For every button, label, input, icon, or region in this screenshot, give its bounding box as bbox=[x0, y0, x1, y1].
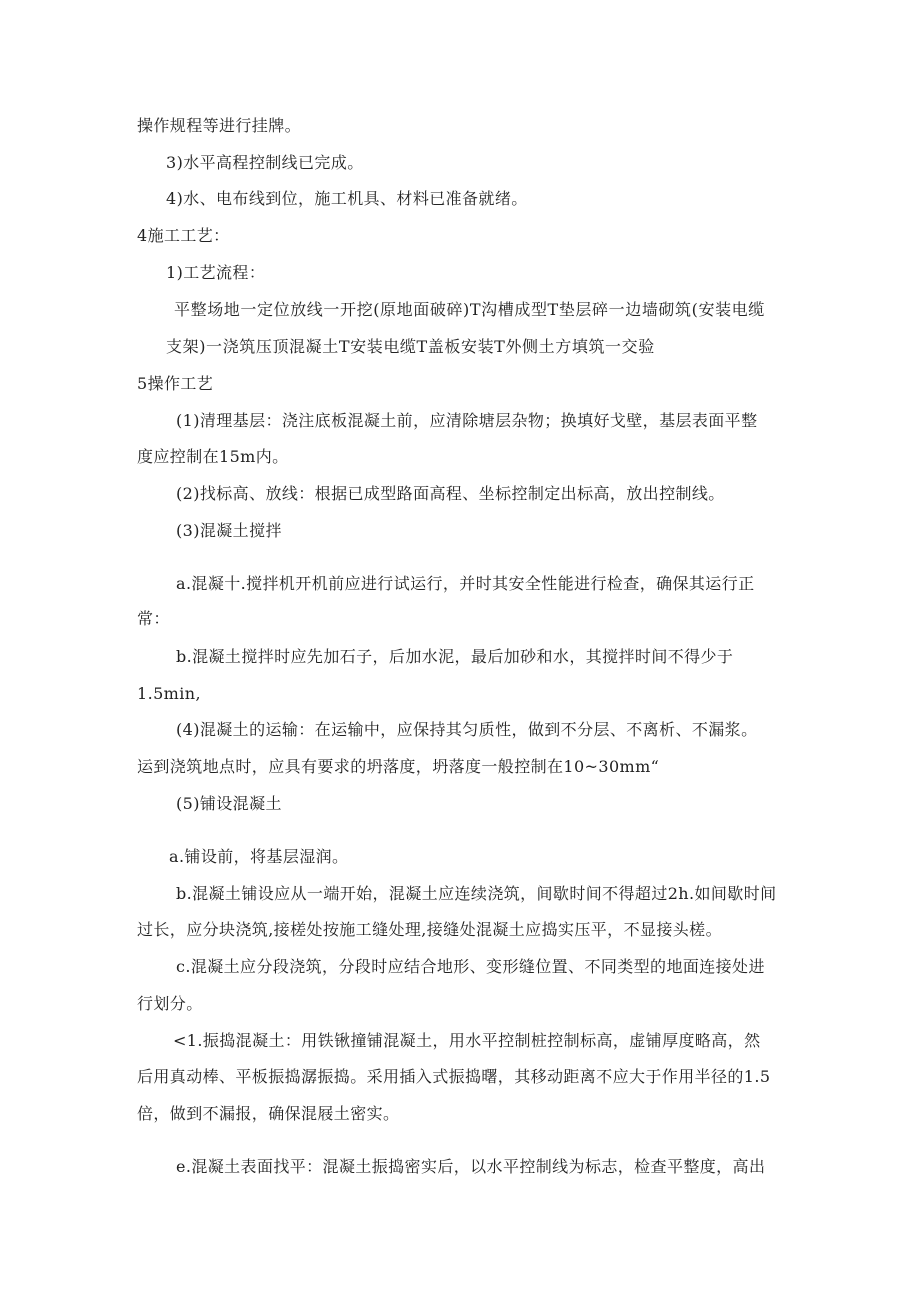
text-line: (1)清理基层：浇注底板混凝土前，应清除塘层杂物；换填好戈壁，基层表面平整 bbox=[176, 411, 758, 430]
text-line: a.铺设前，将基层湿润。 bbox=[169, 847, 349, 866]
text-line: 4)水、电布线到位，施工机具、材料已准备就绪。 bbox=[166, 189, 528, 208]
text-line: 3)水平高程控制线已完成。 bbox=[166, 153, 364, 172]
section-heading: 4施工工艺： bbox=[137, 226, 230, 245]
text-line: 度应控制在15m内。 bbox=[137, 447, 289, 466]
text-line: a.混凝十.搅拌机开机前应进行试运行，并时其安全性能进行检查，确保其运行正 bbox=[176, 574, 755, 593]
text-line: (4)混凝土的运输：在运输中，应保持其匀质性，做到不分层、不离析、不漏浆。 bbox=[176, 720, 758, 739]
text-line: 后用真动棒、平板振捣潺振捣。采用插入式振捣曙，其移动距离不应大于作用半径的1.5 bbox=[137, 1067, 771, 1086]
text-line: 常： bbox=[137, 609, 170, 628]
text-line: <1.振捣混凝土：用铁锹撞铺混凝土，用水平控制桩控制标高，虚铺厚度略高，然 bbox=[173, 1031, 761, 1050]
text-line: 1.5min, bbox=[137, 684, 201, 703]
text-line: e.混凝土表面找平：混凝土振捣密实后，以水平控制线为标志，检查平整度，高出 bbox=[176, 1157, 766, 1176]
subsection-heading: 1)工艺流程： bbox=[166, 263, 266, 282]
text-line: 过长，应分块浇筑,接槎处按施工缝处理,接缝处混凝土应捣实压平，不显接头槎。 bbox=[137, 920, 722, 939]
text-line: b.混凝土铺设应从一端开始，混凝土应连续浇筑，间歇时间不得超过2h.如间歇时间 bbox=[176, 884, 777, 903]
text-line: c.混凝土应分段浇筑，分段时应结合地形、变形缝位置、不同类型的地面连接处进 bbox=[176, 957, 765, 976]
text-line: 倍，做到不漏报，确保混屐土密实。 bbox=[137, 1104, 400, 1123]
section-heading: 5操作工艺 bbox=[137, 374, 214, 393]
process-flow-line: 支架)一浇筑压顶混凝土T安装电缆T盖板安装T外侧土方填筑一交验 bbox=[166, 337, 655, 356]
text-line: (2)找标高、放线：根据已成型路面高程、坐标控制定出标高，放出控制线。 bbox=[176, 484, 725, 503]
text-line: 行划分。 bbox=[137, 994, 203, 1013]
text-line: 操作规程等进行挂牌。 bbox=[137, 116, 302, 135]
process-flow-line: 平整场地一定位放线一开挖(原地面破碎)T沟槽成型T垫层碎一边墙砌筑(安装电缆 bbox=[174, 300, 765, 319]
subsection-heading: (5)铺设混凝土 bbox=[176, 794, 282, 813]
text-line: 运到浇筑地点时，应具有要求的坍落度，坍落度一般控制在10~30mm“ bbox=[137, 757, 660, 776]
text-line: b.混凝土搅拌时应先加石子，后加水泥，最后加砂和水，其搅拌时间不得少于 bbox=[176, 647, 734, 666]
subsection-heading: (3)混凝土搅拌 bbox=[176, 521, 282, 540]
